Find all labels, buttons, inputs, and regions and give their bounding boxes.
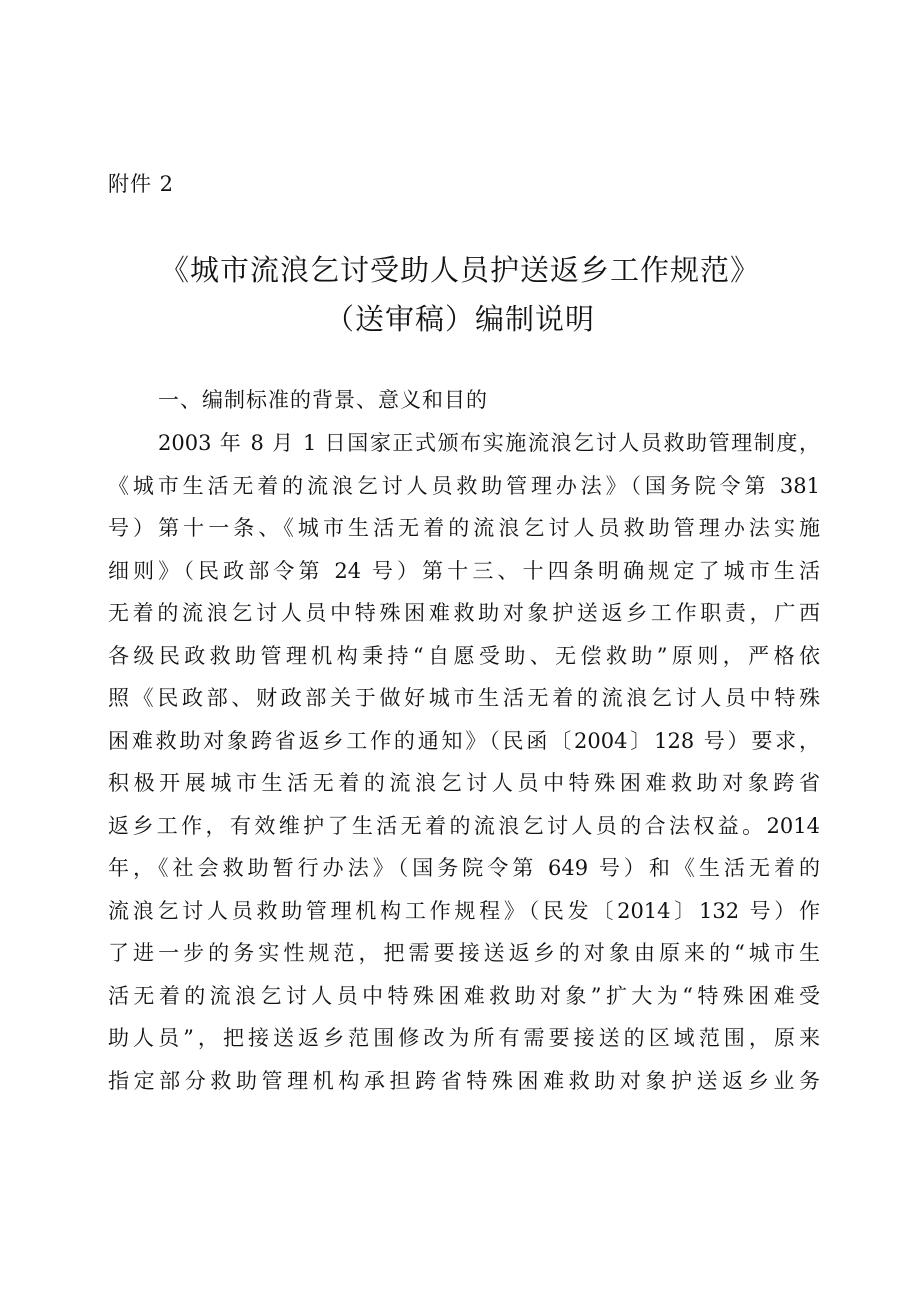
document-title-line1: 《城市流浪乞讨受助人员护送返乡工作规范》: [159, 253, 760, 287]
paragraph-line: 了进一步的务实性规范，把需要接送返乡的对象由原来的“城市生: [108, 941, 820, 965]
paragraph-line: 困难救助对象跨省返乡工作的通知》（民函〔2004〕128 号）要求，: [108, 728, 820, 753]
paragraph-line: 无着的流浪乞讨人员中特殊困难救助对象护送返乡工作职责，广西: [108, 601, 820, 625]
paragraph-line: 号）第十一条、《城市生活无着的流浪乞讨人员救助管理办法实施: [108, 516, 820, 540]
paragraph-line: 照《民政部、财政部关于做好城市生活无着的流浪乞讨人员中特殊: [108, 686, 820, 710]
paragraph-line: 积极开展城市生活无着的流浪乞讨人员中特殊困难救助对象跨省: [108, 771, 820, 795]
attachment-label: 附件 2: [108, 172, 175, 196]
paragraph-line: 指定部分救助管理机构承担跨省特殊困难救助对象护送返乡业务: [108, 1068, 820, 1093]
paragraph-line: 助人员”，把接送返乡范围修改为所有需要接送的区域范围，原来: [108, 1026, 820, 1050]
paragraph-line: 活无着的流浪乞讨人员中特殊困难救助对象”扩大为“特殊困难受: [108, 983, 820, 1008]
document-title-line2: （送审稿）编制说明: [324, 302, 595, 336]
paragraph-line: 年，《社会救助暂行办法》（国务院令第 649 号）和《生活无着的: [108, 856, 820, 880]
paragraph-line: 返乡工作，有效维护了生活无着的流浪乞讨人员的合法权益。2014: [108, 813, 820, 838]
paragraph-line: 细则》（民政部令第 24 号）第十三、十四条明确规定了城市生活: [108, 558, 820, 583]
body-paragraph: [108, 422, 820, 1102]
paragraph-line: 《城市生活无着的流浪乞讨人员救助管理办法》（国务院令第 381: [108, 473, 820, 498]
section-heading: 一、编制标准的背景、意义和目的: [158, 388, 488, 412]
paragraph-line: 2003 年 8 月 1 日国家正式颁布实施流浪乞讨人员救助管理制度，: [158, 431, 820, 455]
paragraph-line: 流浪乞讨人员救助管理机构工作规程》（民发〔2014〕132 号）作: [108, 898, 820, 923]
paragraph-line: 各级民政救助管理机构秉持“自愿受助、无偿救助”原则，严格依: [108, 643, 820, 668]
